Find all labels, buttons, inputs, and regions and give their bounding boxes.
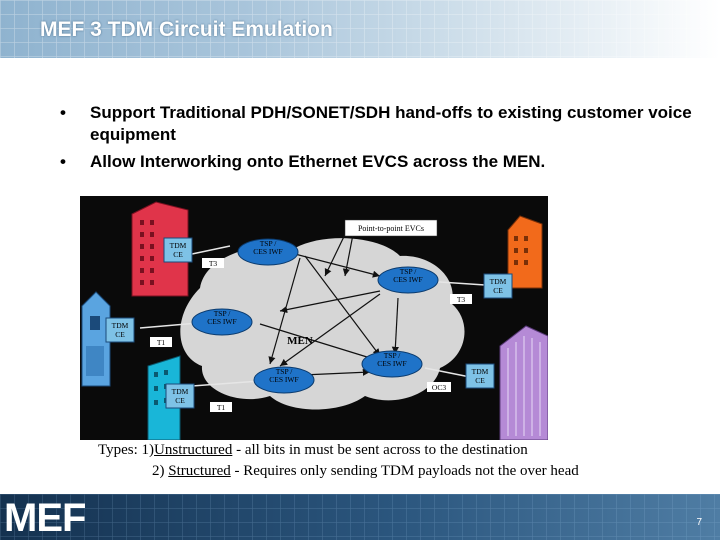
types-line-2 [98, 461, 579, 482]
bullet-text: Allow Interworking onto Ethernet EVCS across the MEN. [90, 152, 546, 171]
ce-label-line1: TDM [111, 321, 129, 330]
iwf-label-line1: TSP / [399, 267, 417, 276]
tdm-ce-box [106, 318, 134, 342]
iwf-label-line1: TSP / [259, 239, 277, 248]
tdm-ce-box [466, 364, 494, 388]
bullet-item [60, 102, 700, 146]
bullet-item [60, 151, 700, 173]
ce-label-line2: CE [493, 286, 503, 295]
iwf-node [192, 309, 252, 335]
tdm-ce-box [164, 238, 192, 262]
bullet-marker: • [60, 152, 66, 171]
ce-label-line1: TDM [171, 387, 189, 396]
ce-label-line1: TDM [489, 277, 507, 286]
link-label-text: T3 [456, 295, 466, 304]
types-prefix-2: 2) [152, 463, 169, 479]
types-prefix: Types: 1) [98, 442, 155, 458]
mef-logo: MEF [4, 496, 86, 540]
iwf-label-line1: TSP / [383, 351, 401, 360]
link-label [202, 258, 224, 268]
network-diagram [80, 196, 548, 440]
link-label-text: OC3 [431, 383, 447, 392]
link-label [427, 382, 451, 392]
iwf-label-line2: CES IWF [253, 247, 283, 256]
slide-title: MEF 3 TDM Circuit Emulation [40, 18, 333, 41]
iwf-node [254, 367, 314, 393]
slide-header [0, 0, 720, 58]
iwf-label-line2: CES IWF [377, 359, 407, 368]
structured-description: - Requires only sending TDM payloads not the over head [230, 463, 579, 479]
link-label [150, 337, 172, 347]
bullet-list [60, 102, 700, 178]
link-label-text: T1 [216, 403, 226, 412]
iwf-label-line1: TSP / [275, 367, 293, 376]
building-orange [508, 216, 542, 288]
iwf-label-line2: CES IWF [207, 317, 237, 326]
types-line-1 [98, 440, 579, 461]
bullet-marker: • [60, 103, 66, 122]
ce-label-line2: CE [173, 250, 183, 259]
link-label [210, 402, 232, 412]
iwf-label-line2: CES IWF [269, 375, 299, 384]
network-diagram-svg [80, 196, 548, 440]
iwf-label-line2: CES IWF [393, 275, 423, 284]
unstructured-term: Unstructured [154, 442, 233, 458]
types-caption [98, 440, 579, 482]
legend-label: Point-to-point EVCs [357, 224, 425, 233]
ce-label-line2: CE [475, 376, 485, 385]
building-purple [500, 326, 548, 440]
men-label: MEN [287, 335, 313, 347]
slide-footer [0, 494, 720, 540]
footer-grid-pattern [0, 494, 720, 540]
ce-label-line2: CE [175, 396, 185, 405]
tdm-ce-box [484, 274, 512, 298]
link-label [450, 294, 472, 304]
ce-label-line1: TDM [471, 367, 489, 376]
ce-label-line2: CE [115, 330, 125, 339]
page-number: 7 [696, 517, 702, 528]
link-label-text: T1 [156, 338, 166, 347]
iwf-node [238, 239, 298, 265]
iwf-label-line1: TSP / [213, 309, 231, 318]
iwf-node [378, 267, 438, 293]
iwf-node [362, 351, 422, 377]
ce-label-line1: TDM [169, 241, 187, 250]
link-label-text: T3 [208, 259, 218, 268]
unstructured-description: - all bits in must be sent across to the destination [232, 442, 528, 458]
bullet-text: Support Traditional PDH/SONET/SDH hand-offs to existing customer voice equipment [90, 103, 692, 144]
tdm-ce-box [166, 384, 194, 408]
structured-term: Structured [168, 463, 231, 479]
